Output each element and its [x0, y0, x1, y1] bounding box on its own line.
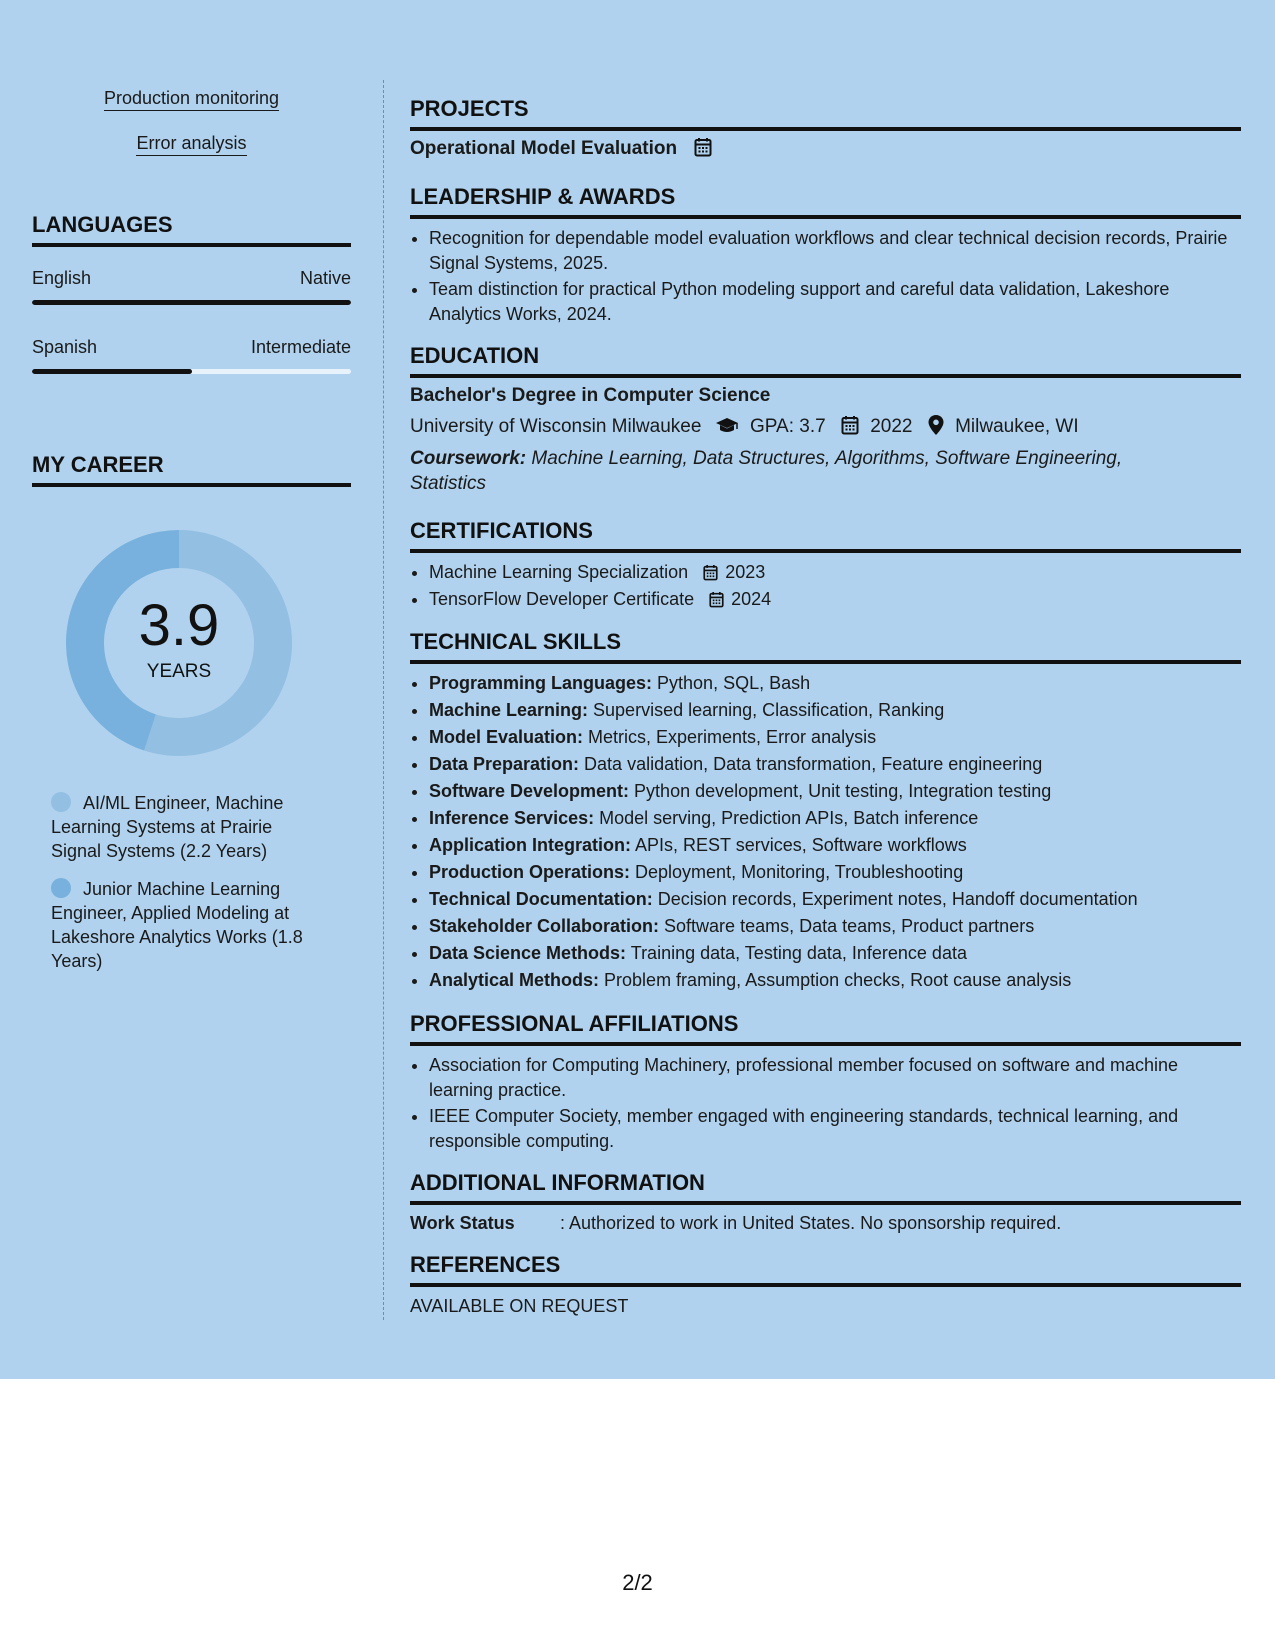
leadership-heading: LEADERSHIP & AWARDS	[410, 184, 1241, 219]
skill-category: Programming Languages:	[429, 673, 653, 693]
education-details	[410, 414, 1241, 439]
calendar-icon	[841, 415, 859, 435]
technical-skills-list	[410, 670, 1241, 994]
total-years-value: 3.9	[138, 593, 220, 658]
work-status-value: : Authorized to work in United States. No sponsorship required.	[560, 1213, 1062, 1233]
skill-category: Software Development:	[429, 781, 630, 801]
list-item: • Machine Learning Specialization 2023	[429, 560, 1241, 585]
calendar-icon	[709, 591, 724, 608]
list-item: • Team distinction for practical Python modeling support and careful data validation, Lakeshore Analytics Works, 2024.	[429, 277, 1241, 326]
skill-category: Application Integration:	[429, 835, 631, 855]
skill-values: Python development, Unit testing, Integration testing	[629, 781, 1052, 801]
skill-item	[429, 697, 1241, 724]
career-legend-item: Junior Machine Learning Engineer, Applied Modeling at Lakeshore Analytics Works (1.8 Years)	[51, 879, 303, 971]
coursework-list: Machine Learning, Data Structures, Algorithms, Software Engineering, Statistics	[410, 448, 1123, 494]
skill-item	[429, 670, 1241, 697]
graduation-cap-icon	[715, 417, 739, 435]
skill-values: Metrics, Experiments, Error analysis	[583, 727, 877, 747]
language-bar-fill	[32, 300, 351, 305]
skill-item	[429, 859, 1241, 886]
languages-heading: LANGUAGES	[32, 212, 351, 247]
degree-title: Bachelor's Degree in Computer Science	[410, 385, 771, 406]
coursework-label: Coursework:	[410, 448, 527, 469]
skill-values: Problem framing, Assumption checks, Root cause analysis	[599, 970, 1072, 990]
career-legend-item: AI/ML Engineer, Machine Learning Systems at Prairie Signal Systems (2.2 Years)	[51, 793, 284, 861]
skill-values: Model serving, Prediction APIs, Batch inference	[594, 808, 979, 828]
skill-item	[429, 724, 1241, 751]
skill-item	[429, 805, 1241, 832]
language-row-english	[32, 268, 351, 289]
gpa: GPA: 3.7	[749, 416, 826, 437]
language-bar-fill	[32, 369, 192, 374]
leadership-list	[410, 226, 1241, 328]
education-heading: EDUCATION	[410, 343, 1241, 378]
skill-category: Data Science Methods:	[429, 943, 627, 963]
list-item: • Recognition for dependable model evaluation workflows and clear technical decision records, Prairie Signal Systems, 2025.	[429, 226, 1241, 275]
career-donut-chart	[66, 530, 292, 756]
technical-skills-heading: TECHNICAL SKILLS	[410, 629, 1241, 664]
skill-item	[429, 778, 1241, 805]
certifications-heading: CERTIFICATIONS	[410, 518, 1241, 553]
skill-values: Data validation, Data transformation, Feature engineering	[579, 754, 1043, 774]
skill-category: Production Operations:	[429, 862, 631, 882]
page-number: 2/2	[622, 1570, 653, 1595]
calendar-icon	[703, 564, 718, 581]
skill-category: Technical Documentation:	[429, 889, 653, 909]
references-heading: REFERENCES	[410, 1252, 1241, 1287]
language-bar-spanish	[32, 369, 351, 374]
language-level: Native	[299, 268, 351, 288]
certifications-list	[410, 560, 1241, 613]
coursework	[410, 446, 1200, 496]
education-location: Milwaukee, WI	[955, 416, 1079, 437]
skill-values: Software teams, Data teams, Product partners	[659, 916, 1035, 936]
legend-dot	[51, 792, 71, 812]
calendar-icon	[694, 137, 712, 157]
list-item: • IEEE Computer Society, member engaged with engineering standards, technical learning, and responsible computing.	[429, 1104, 1241, 1153]
work-status	[410, 1211, 1241, 1236]
skill-item	[429, 913, 1241, 940]
language-name: Spanish	[32, 337, 98, 357]
skill-item	[429, 751, 1241, 778]
skill-values: Python, SQL, Bash	[652, 673, 811, 693]
skill-values: Deployment, Monitoring, Troubleshooting	[630, 862, 964, 882]
skill-values: Decision records, Experiment notes, Handoff documentation	[652, 889, 1138, 909]
skill-item	[429, 886, 1241, 913]
work-status-label: Work Status	[410, 1213, 515, 1233]
school-name: University of Wisconsin Milwaukee	[410, 416, 702, 437]
project-title: Operational Model Evaluation	[410, 136, 1241, 161]
additional-info-heading: ADDITIONAL INFORMATION	[410, 1170, 1241, 1205]
skill-link-production-monitoring[interactable]: Production monitoring	[32, 88, 351, 109]
language-level: Intermediate	[250, 337, 351, 357]
skill-item	[429, 940, 1241, 967]
affiliations-heading: PROFESSIONAL AFFILIATIONS	[410, 1011, 1241, 1046]
graduation-year: 2022	[870, 416, 913, 437]
projects-heading: PROJECTS	[410, 96, 1241, 131]
skill-link-error-analysis[interactable]: Error analysis	[32, 133, 351, 154]
skill-category: Inference Services:	[429, 808, 595, 828]
total-years-label: YEARS	[146, 661, 212, 682]
skill-category: Data Preparation:	[429, 754, 580, 774]
skill-category: Model Evaluation:	[429, 727, 584, 747]
skill-values: Training data, Testing data, Inference data	[626, 943, 967, 963]
skill-item	[429, 967, 1241, 994]
affiliations-list	[410, 1053, 1241, 1155]
skill-values: APIs, REST services, Software workflows	[631, 835, 967, 855]
list-item: • TensorFlow Developer Certificate 2024	[429, 587, 1241, 612]
legend-dot	[51, 878, 71, 898]
language-row-spanish	[32, 337, 351, 358]
skill-values: Supervised learning, Classification, Ranking	[588, 700, 945, 720]
skill-category: Stakeholder Collaboration:	[429, 916, 660, 936]
skill-category: Analytical Methods:	[429, 970, 600, 990]
references-text: AVAILABLE ON REQUEST	[410, 1296, 629, 1316]
location-pin-icon	[928, 415, 944, 435]
language-bar-english	[32, 300, 351, 305]
skill-item	[429, 832, 1241, 859]
column-divider	[383, 80, 384, 1320]
list-item: • Association for Computing Machinery, professional member focused on software and machine learning practice.	[429, 1053, 1241, 1102]
skill-category: Machine Learning:	[429, 700, 589, 720]
career-heading: MY CAREER	[32, 452, 351, 487]
language-name: English	[32, 268, 92, 288]
